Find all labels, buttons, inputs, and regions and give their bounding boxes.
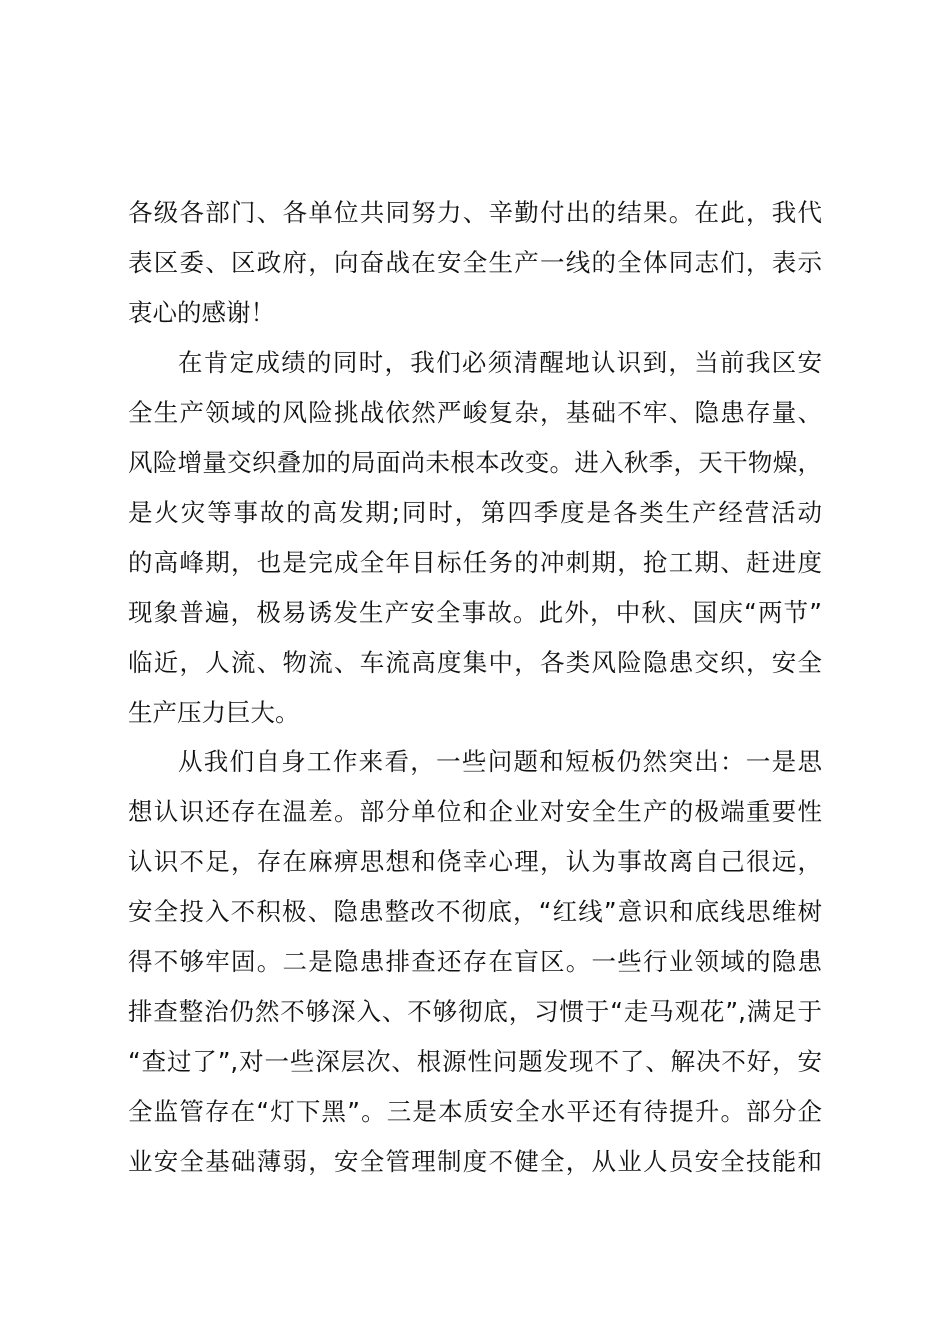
- text-line: 临近，人流、物流、车流高度集中，各类风险隐患交织，安全: [128, 648, 822, 677]
- text-line: “查过了”,对一些深层次、根源性问题发现不了、解决不好，安: [128, 1047, 822, 1076]
- text-line: 各级各部门、各单位共同努力、辛勤付出的结果。在此，我代: [128, 198, 822, 227]
- text-line: 风险增量交织叠加的局面尚未根本改变。进入秋季，天干物燥，: [128, 448, 822, 477]
- text-line: 认识不足，存在麻痹思想和侥幸心理，认为事故离自己很远，: [128, 847, 822, 876]
- text-line: 表区委、区政府，向奋战在安全生产一线的全体同志们，表示: [128, 248, 822, 277]
- text-line: 得不够牢固。二是隐患排查还存在盲区。一些行业领域的隐患: [128, 947, 822, 976]
- paragraph-start-line: 在肯定成绩的同时，我们必须清醒地认识到，当前我区安: [178, 348, 822, 377]
- text-line: 全生产领域的风险挑战依然严峻复杂，基础不牢、隐患存量、: [128, 398, 822, 427]
- text-line: 业安全基础薄弱，安全管理制度不健全，从业人员安全技能和: [128, 1147, 822, 1176]
- text-line: 衷心的感谢！: [128, 298, 275, 327]
- text-line: 排查整治仍然不够深入、不够彻底，习惯于“走马观花”,满足于: [128, 997, 822, 1026]
- text-line: 现象普遍，极易诱发生产安全事故。此外，中秋、国庆“两节”: [128, 598, 822, 627]
- text-line: 全监管存在“灯下黑”。三是本质安全水平还有待提升。部分企: [128, 1097, 822, 1126]
- text-line: 的高峰期，也是完成全年目标任务的冲刺期，抢工期、赶进度: [128, 548, 822, 577]
- paragraph-start-line: 从我们自身工作来看，一些问题和短板仍然突出：一是思: [178, 747, 822, 776]
- text-line: 是火灾等事故的高发期;同时，第四季度是各类生产经营活动: [128, 498, 822, 527]
- text-line: 想认识还存在温差。部分单位和企业对安全生产的极端重要性: [128, 797, 822, 826]
- text-line: 生产压力巨大。: [128, 698, 300, 727]
- text-line: 安全投入不积极、隐患整改不彻底，“红线”意识和底线思维树: [128, 897, 822, 926]
